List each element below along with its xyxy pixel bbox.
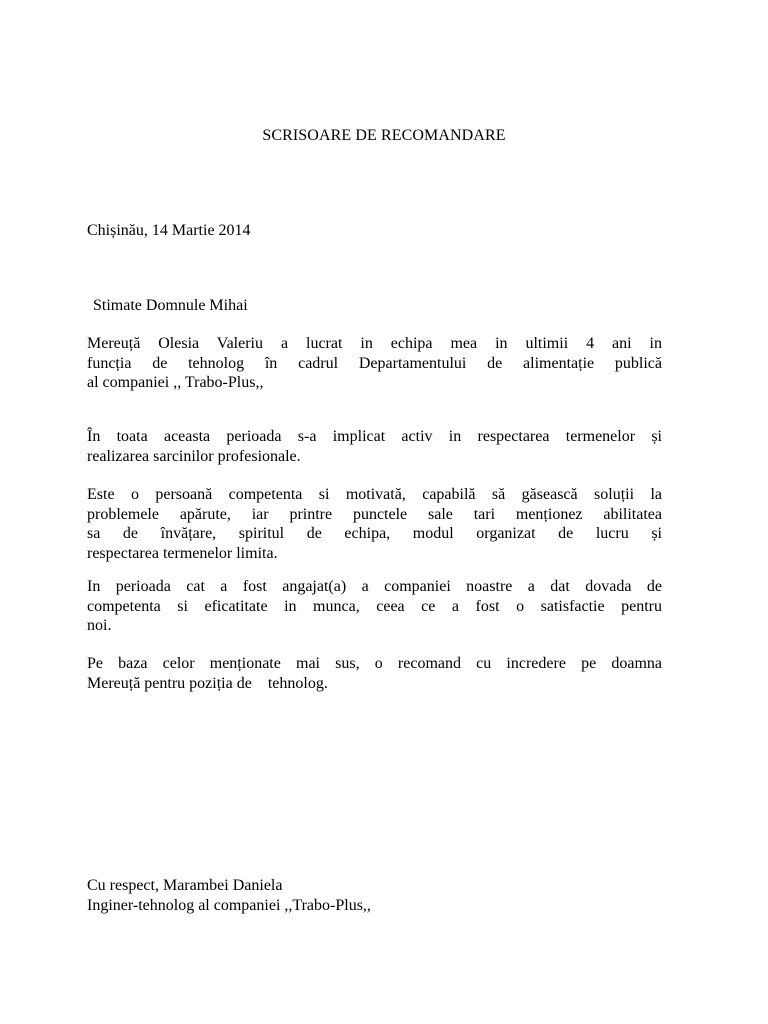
letter-title: SCRISOARE DE RECOMANDARE <box>262 127 506 144</box>
paragraph-line: funcția de tehnolog în cadrul Departamentului de alimentație publică <box>87 354 662 372</box>
paragraph-performance <box>87 577 662 636</box>
paragraph-line: sa de învățare, spiritul de echipa, modul organizat de lucru și <box>87 525 662 543</box>
paragraph-line: competenta si eficatitate in munca, ceea ce a fost o satisfactie pentru <box>87 597 662 615</box>
paragraph-line: noi. <box>87 617 112 635</box>
paragraph-line: realizarea sarcinilor profesionale. <box>87 447 301 465</box>
paragraph-line: problemele apărute, iar printre punctele sale tari menționez abilitatea <box>87 505 662 523</box>
salutation: Stimate Domnule Mihai <box>93 297 248 314</box>
paragraph-line: In perioada cat a fost angajat(a) a companiei noastre a dat dovada de <box>87 578 662 595</box>
paragraph-involvement <box>87 427 662 466</box>
paragraph-line: Mereuță pentru poziția de tehnolog. <box>87 674 328 692</box>
date-line: Chișinău, 14 Martie 2014 <box>87 222 251 239</box>
closing-line: Cu respect, Marambei Daniela <box>87 877 283 894</box>
paragraph-line: În toata aceasta perioada s-a implicat activ in respectarea termenelor și <box>87 428 662 445</box>
paragraph-line: Mereuță Olesia Valeriu a lucrat in echipa mea in ultimii 4 ani in <box>87 335 662 352</box>
paragraph-line: respectarea termenelor limita. <box>87 544 278 562</box>
paragraph-recommendation <box>87 654 662 693</box>
paragraph-intro <box>87 334 662 393</box>
paragraph-line: al companiei ,, Trabo-Plus,, <box>87 374 264 392</box>
paragraph-qualities <box>87 485 662 563</box>
paragraph-line: Pe baza celor menționate mai sus, o recomand cu incredere pe doamna <box>87 655 662 672</box>
paragraph-line: Este o persoană competenta si motivată, capabilă să găsească soluții la <box>87 486 662 503</box>
signature-title: Inginer-tehnolog al companiei ,,Trabo-Plus,, <box>87 897 371 914</box>
